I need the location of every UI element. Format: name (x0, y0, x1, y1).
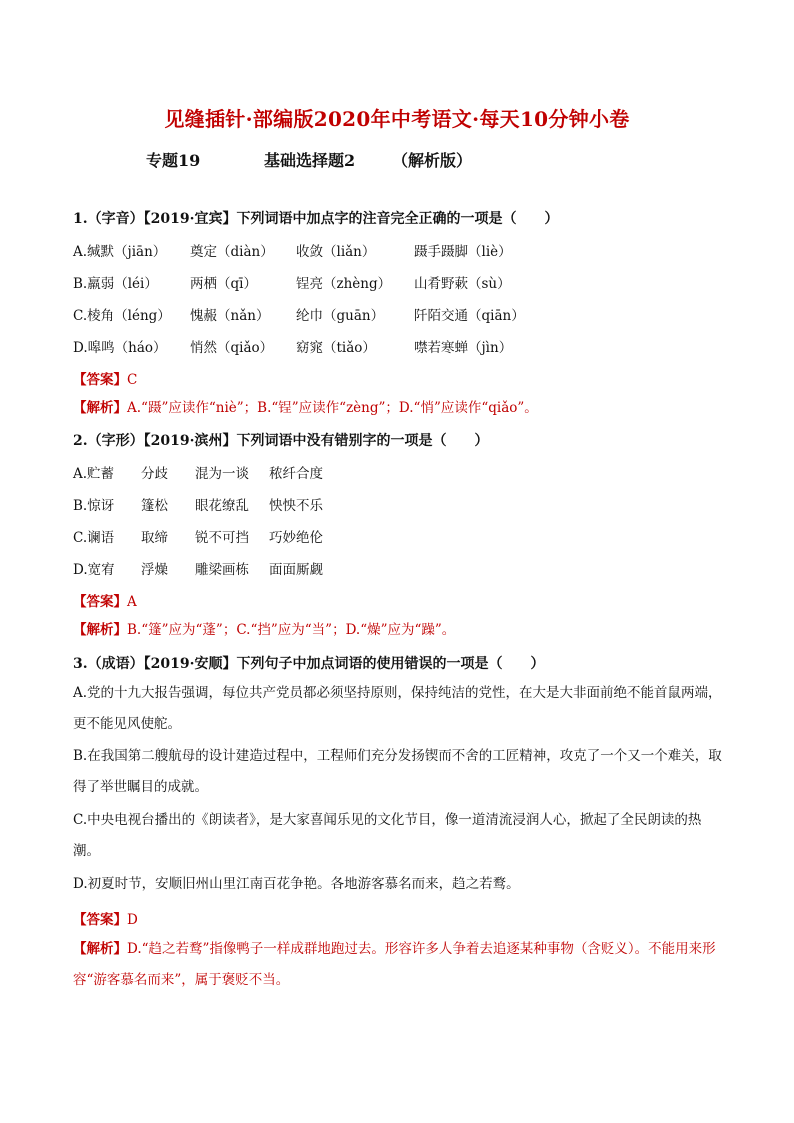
option-word: 山肴野蔌（sù） (414, 276, 511, 292)
option-word: 巧妙绝伦 (269, 530, 323, 546)
option-word: 纶巾（guān） (296, 308, 385, 324)
answer-value: C (127, 372, 138, 388)
option-word: 锐不可挡 (195, 530, 249, 546)
question-3-option-a: A.党的十九大报告强调，每位共产党员都必须坚持原则，保持纯洁的党性，在大是大非面前绝不能首鼠两端，更不能见风使舵。 (73, 685, 722, 732)
option-word: 雕梁画栋 (195, 562, 249, 578)
option-word: C.谰语 (73, 530, 115, 546)
question-2-explanation (73, 615, 725, 646)
topic-number: 专题19 (146, 151, 201, 170)
option-word: 秾纤合度 (269, 466, 323, 482)
explanation-label: 【解析】 (73, 400, 127, 416)
answer-value: A (127, 594, 137, 610)
option-word: A.缄默（jiān） (73, 244, 167, 260)
question-3-explanation (73, 934, 725, 996)
explanation-label: 【解析】 (73, 941, 127, 957)
page-title: 见缝插针·部编版2020年中考语文·每天10分钟小卷 (164, 107, 630, 131)
question-2-answer (73, 590, 137, 610)
option-word: 分歧 (141, 466, 168, 482)
question-1-explanation (73, 393, 725, 424)
answer-label: 【答案】 (73, 372, 127, 388)
question-3-option-b: B.在我国第二艘航母的设计建造过程中，工程师们充分发扬锲而不舍的工匠精神，攻克了一个又一个难关，取得了举世瞩目的成就。 (73, 748, 722, 795)
option-word: B.羸弱（léi） (73, 276, 158, 292)
explanation-label: 【解析】 (73, 622, 127, 638)
option-word: 怏怏不乐 (269, 498, 323, 514)
question-3-option-d: D.初夏时节，安顺旧州山里江南百花争艳。各地游客慕名而来，趋之若鹜。 (73, 876, 520, 892)
option-word: D.嗥鸣（háo） (73, 340, 167, 356)
option-word: 阡陌交通（qiān） (414, 308, 525, 324)
edition-tag: （解析版） (392, 151, 473, 170)
option-word: B.惊讶 (73, 498, 115, 514)
option-word: 两栖（qī） (190, 276, 257, 292)
option-word: 混为一谈 (195, 466, 249, 482)
question-2-stem: 2.（字形）【2019·滨州】下列词语中没有错别字的一项是（ ） (73, 433, 489, 449)
question-1-answer (73, 368, 137, 388)
topic-name: 基础选择题2 (264, 151, 356, 170)
explanation-text: A.“蹑”应读作“niè”；B.“锃”应读作“zèng”；D.“悄”应读作“qiǎo”。 (127, 400, 538, 416)
explanation-text: B.“篷”应为“蓬”；C.“挡”应为“当”；D.“燥”应为“躁”。 (127, 622, 456, 638)
question-3-answer (73, 908, 138, 928)
option-word: A.贮蓄 (73, 466, 115, 482)
page-subtitle (146, 148, 472, 171)
question-1-stem: 1.（字音）【2019·宜宾】下列词语中加点字的注音完全正确的一项是（ ） (73, 211, 559, 227)
option-word: 噤若寒蝉（jìn） (414, 340, 513, 356)
option-word: 取缔 (141, 530, 168, 546)
option-word: 篷松 (141, 498, 168, 514)
question-3-stem: 3.（成语）【2019·安顺】下列句子中加点词语的使用错误的一项是（ ） (73, 656, 545, 672)
option-word: 面面厮觑 (269, 562, 323, 578)
answer-value: D (127, 912, 138, 928)
answer-label: 【答案】 (73, 912, 127, 928)
option-word: 窈窕（tiǎo） (296, 340, 376, 356)
option-word: 悄然（qiǎo） (190, 340, 274, 356)
option-word: 蹑手蹑脚（liè） (414, 244, 512, 260)
option-word: 收敛（liǎn） (296, 244, 376, 260)
question-3-option-c: C.中央电视台播出的《朗读者》，是大家喜闻乐见的文化节目，像一道清流浸润人心，掀起了全民朗读的热潮。 (73, 812, 702, 859)
option-word: D.宽宥 (73, 562, 115, 578)
option-word: 奠定（diàn） (190, 244, 274, 260)
option-word: 愧赧（nǎn） (190, 308, 270, 324)
explanation-text: D.“趋之若鹜”指像鸭子一样成群地跑过去。形容许多人争着去追逐某种事物（含贬义）。不能用来形容“游客慕名而来”，属于褒贬不当。 (73, 941, 716, 988)
option-word: 锃亮（zhèng） (296, 276, 392, 292)
option-word: C.棱角（léng） (73, 308, 171, 324)
option-word: 浮燥 (141, 562, 168, 578)
option-word: 眼花缭乱 (195, 498, 249, 514)
answer-label: 【答案】 (73, 594, 127, 610)
